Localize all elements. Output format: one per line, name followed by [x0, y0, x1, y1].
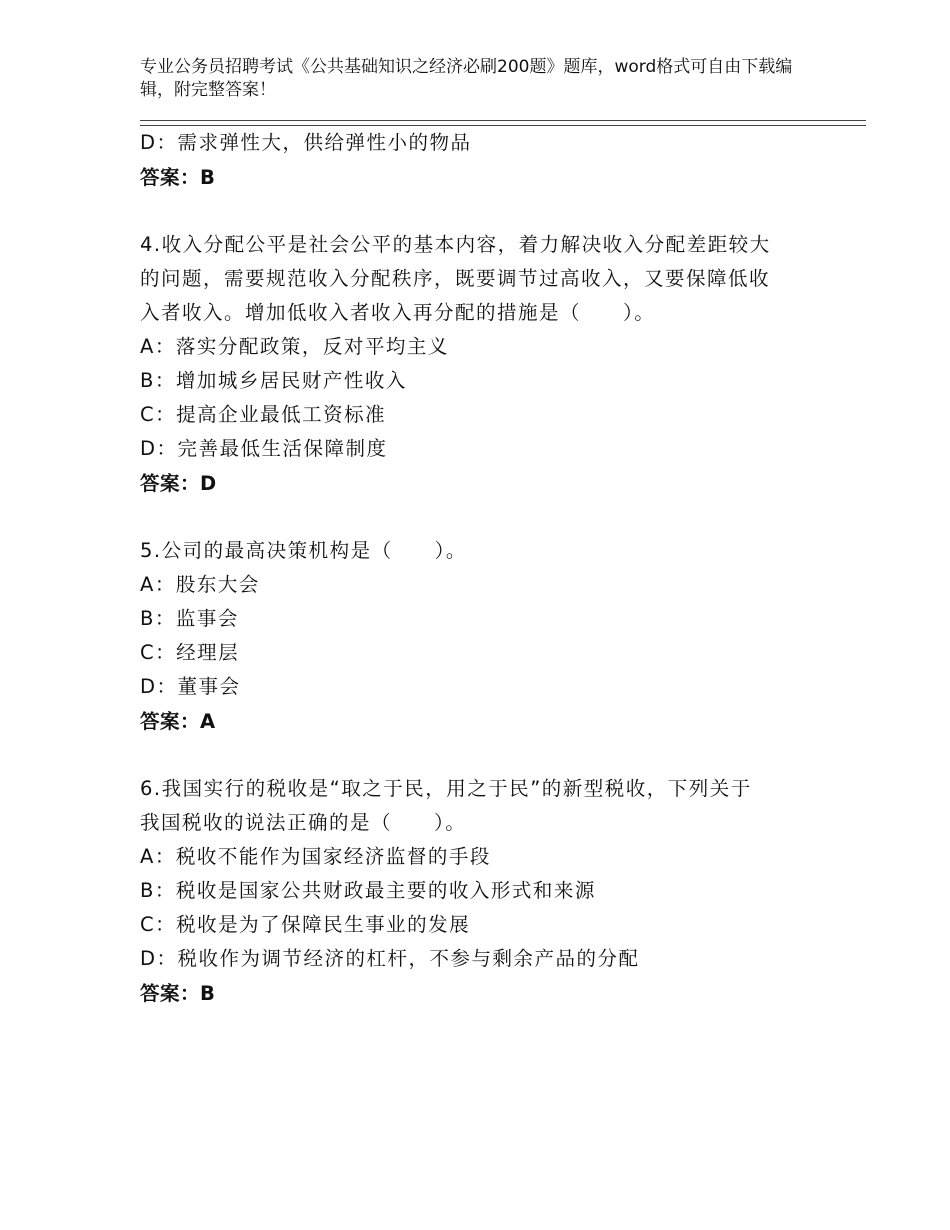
option-c: C：税收是为了保障民生事业的发展: [140, 913, 471, 936]
question-4: [140, 228, 840, 502]
answer: 答案：B: [140, 982, 216, 1005]
option-b: B：税收是国家公共财政最主要的收入形式和来源: [140, 879, 596, 902]
option-d: D：需求弹性大，供给弹性小的物品: [140, 131, 472, 154]
option-b: B：增加城乡居民财产性收入: [140, 369, 407, 392]
question-stem-line: 6.我国实行的税收是“取之于民，用之于民”的新型税收，下列关于: [140, 777, 752, 800]
question-stem-line: 入者收入。增加低收入者收入再分配的措施是（ ）。: [140, 301, 656, 324]
option-c: C：经理层: [140, 641, 240, 664]
answer: 答案：A: [140, 710, 216, 733]
question-stem-line: 5.公司的最高决策机构是（ ）。: [140, 539, 467, 562]
option-d: D：完善最低生活保障制度: [140, 437, 388, 460]
option-c: C：提高企业最低工资标准: [140, 403, 387, 426]
question-5: [140, 534, 840, 740]
answer: 答案：D: [140, 472, 217, 495]
document-body: [140, 126, 840, 1012]
option-a: A：税收不能作为国家经济监督的手段: [140, 845, 491, 868]
option-a: A：落实分配政策，反对平均主义: [140, 335, 449, 358]
answer: 答案：B: [140, 166, 216, 189]
question-stem-line: 4.收入分配公平是社会公平的基本内容，着力解决收入分配差距较大: [140, 233, 771, 256]
header-title: 专业公务员招聘考试《公共基础知识之经济必刷200题》题库，word格式可自由下载编辑，附完整答案！: [140, 57, 793, 100]
question-3-tail: [140, 126, 840, 196]
question-6: [140, 772, 840, 1012]
document-header: [140, 56, 820, 102]
option-b: B：监事会: [140, 607, 239, 630]
option-d: D：董事会: [140, 675, 241, 698]
option-d: D：税收作为调节经济的杠杆，不参与剩余产品的分配: [140, 947, 640, 970]
question-stem-line: 的问题，需要规范收入分配秩序，既要调节过高收入，又要保障低收: [140, 267, 771, 290]
question-stem-line: 我国税收的说法正确的是（ ）。: [140, 811, 467, 834]
option-a: A：股东大会: [140, 573, 260, 596]
